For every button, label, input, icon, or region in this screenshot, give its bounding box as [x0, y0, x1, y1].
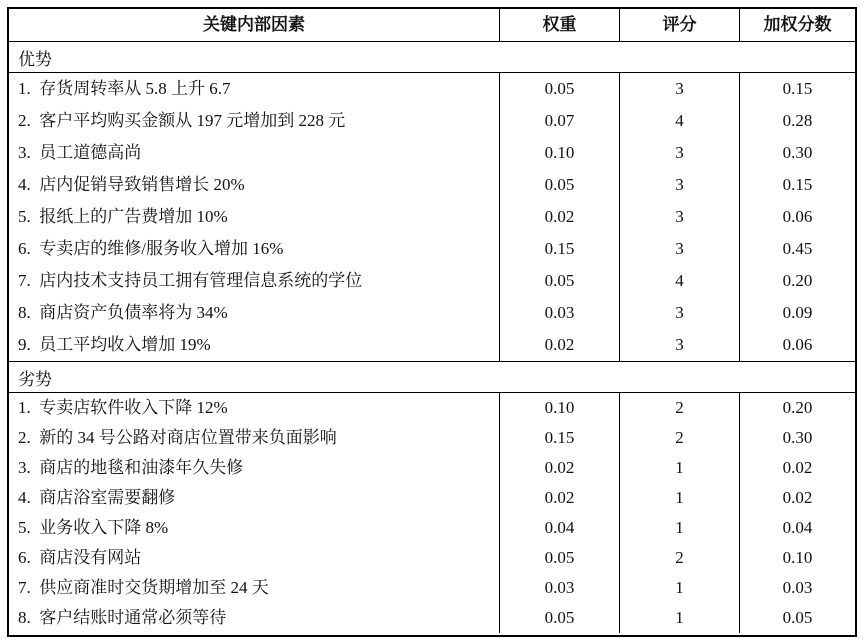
score-cell: 0.09	[739, 297, 855, 329]
table-row	[9, 483, 855, 513]
score-cell: 0.20	[739, 265, 855, 297]
rating-cell: 3	[619, 233, 739, 265]
factor-cell: 2. 新的 34 号公路对商店位置带来负面影响	[18, 427, 337, 447]
table-row	[9, 233, 855, 265]
table-row	[9, 329, 855, 361]
score-cell: 0.04	[739, 513, 855, 543]
rating-cell: 1	[619, 453, 739, 483]
weight-cell: 0.15	[499, 423, 619, 453]
factor-cell: 6. 商店没有网站	[18, 547, 142, 567]
section-strengths: 优势	[9, 41, 855, 73]
table-row	[9, 573, 855, 603]
weight-cell: 0.03	[499, 573, 619, 603]
factor-cell: 6. 专卖店的维修/服务收入增加 16%	[18, 238, 284, 258]
factor-cell: 7. 供应商准时交货期增加至 24 天	[18, 577, 269, 597]
score-cell: 0.45	[739, 233, 855, 265]
rating-cell: 1	[619, 603, 739, 633]
rating-cell: 3	[619, 137, 739, 169]
weight-cell: 0.02	[499, 201, 619, 233]
table-row	[9, 105, 855, 137]
rating-cell: 2	[619, 393, 739, 423]
header-weight: 权重	[499, 9, 619, 41]
factor-cell: 3. 员工道德高尚	[18, 142, 142, 162]
factor-cell: 1. 专卖店软件收入下降 12%	[18, 397, 228, 417]
rating-cell: 1	[619, 513, 739, 543]
table-row	[9, 513, 855, 543]
factor-cell: 2. 客户平均购买金额从 197 元增加到 228 元	[18, 110, 346, 130]
weight-cell: 0.10	[499, 393, 619, 423]
section-weaknesses: 劣势	[9, 361, 855, 393]
factor-cell: 8. 客户结账时通常必须等待	[18, 607, 227, 627]
factor-cell: 8. 商店资产负债率将为 34%	[18, 302, 228, 322]
score-cell: 0.30	[739, 137, 855, 169]
score-cell: 0.05	[739, 603, 855, 633]
factor-cell: 9. 员工平均收入增加 19%	[18, 334, 211, 354]
rating-cell: 4	[619, 265, 739, 297]
rating-cell: 1	[619, 573, 739, 603]
table-row	[9, 265, 855, 297]
weight-cell: 0.05	[499, 603, 619, 633]
rating-cell: 2	[619, 423, 739, 453]
weight-cell: 0.15	[499, 233, 619, 265]
table-row	[9, 543, 855, 573]
score-cell: 0.20	[739, 393, 855, 423]
weight-cell: 0.04	[499, 513, 619, 543]
rating-cell: 1	[619, 483, 739, 513]
table-row	[9, 169, 855, 201]
weight-cell: 0.05	[499, 73, 619, 105]
table-row	[9, 603, 855, 633]
score-cell: 0.06	[739, 201, 855, 233]
weight-cell: 0.03	[499, 297, 619, 329]
table-row	[9, 453, 855, 483]
factor-cell: 5. 报纸上的广告费增加 10%	[18, 206, 228, 226]
score-cell: 0.28	[739, 105, 855, 137]
weight-cell: 0.02	[499, 453, 619, 483]
score-cell: 0.30	[739, 423, 855, 453]
factor-cell: 3. 商店的地毯和油漆年久失修	[18, 457, 244, 477]
factor-cell: 4. 店内促销导致销售增长 20%	[18, 174, 245, 194]
rating-cell: 3	[619, 297, 739, 329]
header-weighted-score: 加权分数	[739, 9, 855, 41]
weight-cell: 0.05	[499, 543, 619, 573]
weight-cell: 0.02	[499, 483, 619, 513]
weight-cell: 0.10	[499, 137, 619, 169]
rating-cell: 3	[619, 73, 739, 105]
weight-cell: 0.07	[499, 105, 619, 137]
weight-cell: 0.05	[499, 265, 619, 297]
factor-cell: 7. 店内技术支持员工拥有管理信息系统的学位	[18, 270, 363, 290]
table-row	[9, 201, 855, 233]
factor-cell: 1. 存货周转率从 5.8 上升 6.7	[18, 78, 231, 98]
table-row	[9, 137, 855, 169]
table-row	[9, 423, 855, 453]
score-cell: 0.06	[739, 329, 855, 361]
factor-cell: 4. 商店浴室需要翻修	[18, 487, 176, 507]
rating-cell: 4	[619, 105, 739, 137]
weight-cell: 0.02	[499, 329, 619, 361]
table-row	[9, 297, 855, 329]
table-header-row	[9, 9, 855, 41]
score-cell: 0.15	[739, 73, 855, 105]
score-cell: 0.02	[739, 483, 855, 513]
header-key-internal-factors: 关键内部因素	[203, 14, 305, 34]
rating-cell: 3	[619, 329, 739, 361]
rating-cell: 2	[619, 543, 739, 573]
header-rating: 评分	[619, 9, 739, 41]
weight-cell: 0.05	[499, 169, 619, 201]
score-cell: 0.02	[739, 453, 855, 483]
factor-cell: 5. 业务收入下降 8%	[18, 517, 169, 537]
rating-cell: 3	[619, 169, 739, 201]
table-row	[9, 393, 855, 423]
score-cell: 0.15	[739, 169, 855, 201]
ife-matrix-table	[7, 7, 857, 637]
table-row	[9, 73, 855, 105]
rating-cell: 3	[619, 201, 739, 233]
score-cell: 0.03	[739, 573, 855, 603]
score-cell: 0.10	[739, 543, 855, 573]
